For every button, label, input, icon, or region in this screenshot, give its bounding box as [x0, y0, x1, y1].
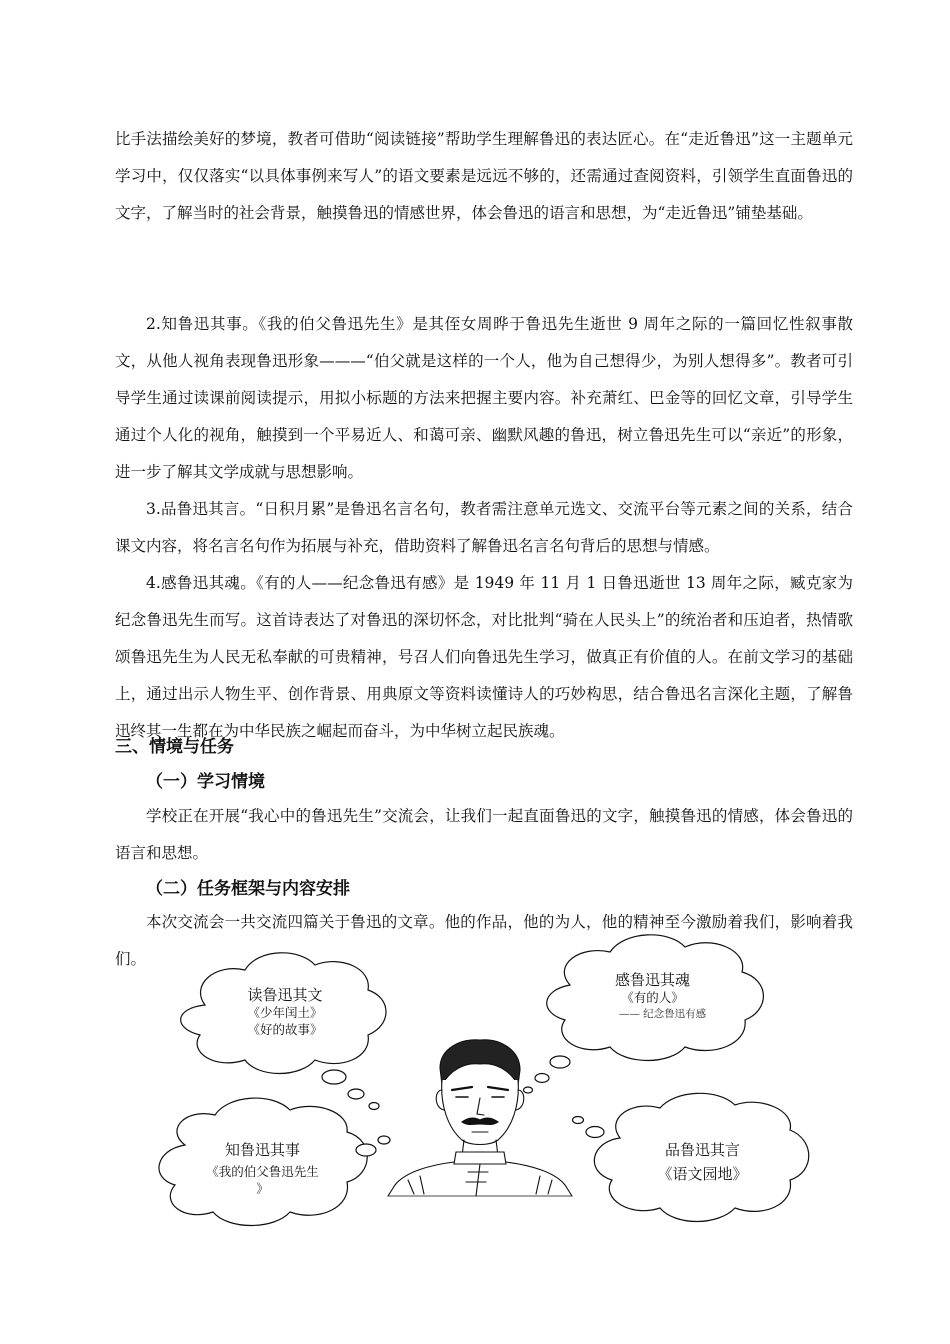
subheading-task-framework: （二）任务框架与内容安排 — [146, 879, 350, 899]
paragraph-taste-luxun: 3.品鲁迅其言。“日积月累”是鲁迅名言名句，教者需注意单元选文、交流平台等元素之间的关系，结合课文内容，将名言名句作为拓展与补充，借助资料了解鲁迅名言名句背后的思想与情感。 — [115, 500, 853, 555]
subheading-learning-context: （一）学习情境 — [146, 772, 265, 792]
cloud-read-line1: 《少年闰土》 — [247, 1005, 323, 1021]
cloud-know-title: 知鲁迅其事 — [224, 1141, 300, 1159]
cloud-feel — [565, 970, 740, 1021]
cloud-feel-line1: 《有的人》 — [621, 990, 684, 1006]
paragraph-context: 学校正在开展“我心中的鲁迅先生”交流会，让我们一起直面鲁迅的文字，触摸鲁迅的情感，体会鲁迅的语言和思想。 — [115, 807, 853, 862]
cloud-read-title: 读鲁迅其文 — [247, 986, 323, 1004]
cloud-know-line1: 《我的伯父鲁迅先生 — [206, 1164, 319, 1180]
cloud-know-line2: 》 — [256, 1181, 269, 1197]
paragraph-task-intro: 本次交流会一共交流四篇关于鲁迅的文章。他的作品，他的为人，他的精神至今激励着我们，影响着我们。 — [115, 913, 853, 968]
cloud-read — [200, 985, 370, 1039]
cloud-read-line2: 《好的故事》 — [247, 1022, 323, 1038]
cloud-feel-title: 感鲁迅其魂 — [614, 971, 690, 989]
paragraph-know-luxun: 2.知鲁迅其事。《我的伯父鲁迅先生》是其侄女周晔于鲁迅先生逝世 9 周年之际的一篇回忆性叙事散文，从他人视角表现鲁迅形象———“伯父就是这样的一个人，他为自己想得少，为别人想得多”。教者可引导学生通过读课前阅读提示，用拟小标题的方法来把握主要内容。补充萧红、巴金等的回忆文章，引导学生通过个人化的视角，触摸到一个平易近人、和蔼可亲、幽默风趣的鲁迅，树立鲁迅先生可以“亲近”的形象，进一步了解其文学成就与思想影响。 — [115, 315, 853, 481]
cloud-taste-title: 品鲁迅其言 — [664, 1141, 740, 1159]
cloud-know — [180, 1140, 345, 1198]
section-heading-3: 三、情境与任务 — [115, 737, 234, 757]
paragraph-feel-luxun: 4.感鲁迅其魂。《有的人——纪念鲁迅有感》是 1949 年 11 月 1 日鲁迅逝世 13 周年之际，臧克家为纪念鲁迅先生而写。这首诗表达了对鲁迅的深切怀念，对比批判“骑在人民头上”的统治者和压迫者，热情歌颂鲁迅先生为人民无私奉献的可贵精神，号召人们向鲁迅先生学习，做真正有价值的人。在前文学习的基础上，通过出示人物生平、创作背景、用典原文等资料读懂诗人的巧妙构思，结合鲁迅名言深化主题，了解鲁迅终其一生都在为中华民族之崛起而奋斗，为中华树立起民族魂。 — [115, 574, 853, 740]
luxun-portrait — [388, 1040, 572, 1196]
paragraph-intro: 比手法描绘美好的梦境，教者可借助“阅读链接”帮助学生理解鲁迅的表达匠心。在“走近鲁迅”这一主题单元学习中，仅仅落实“以具体事例来写人”的语文要素是远远不够的，还需通过查阅资料，引领学生直面鲁迅的文字，了解当时的社会背景，触摸鲁迅的情感世界，体会鲁迅的语言和思想，为“走近鲁迅”铺垫基础。 — [115, 130, 853, 222]
cloud-taste — [615, 1140, 790, 1185]
cloud-taste-line1: 《语文园地》 — [657, 1165, 748, 1184]
cloud-feel-note: —— 纪念鲁迅有感 — [618, 1008, 707, 1021]
